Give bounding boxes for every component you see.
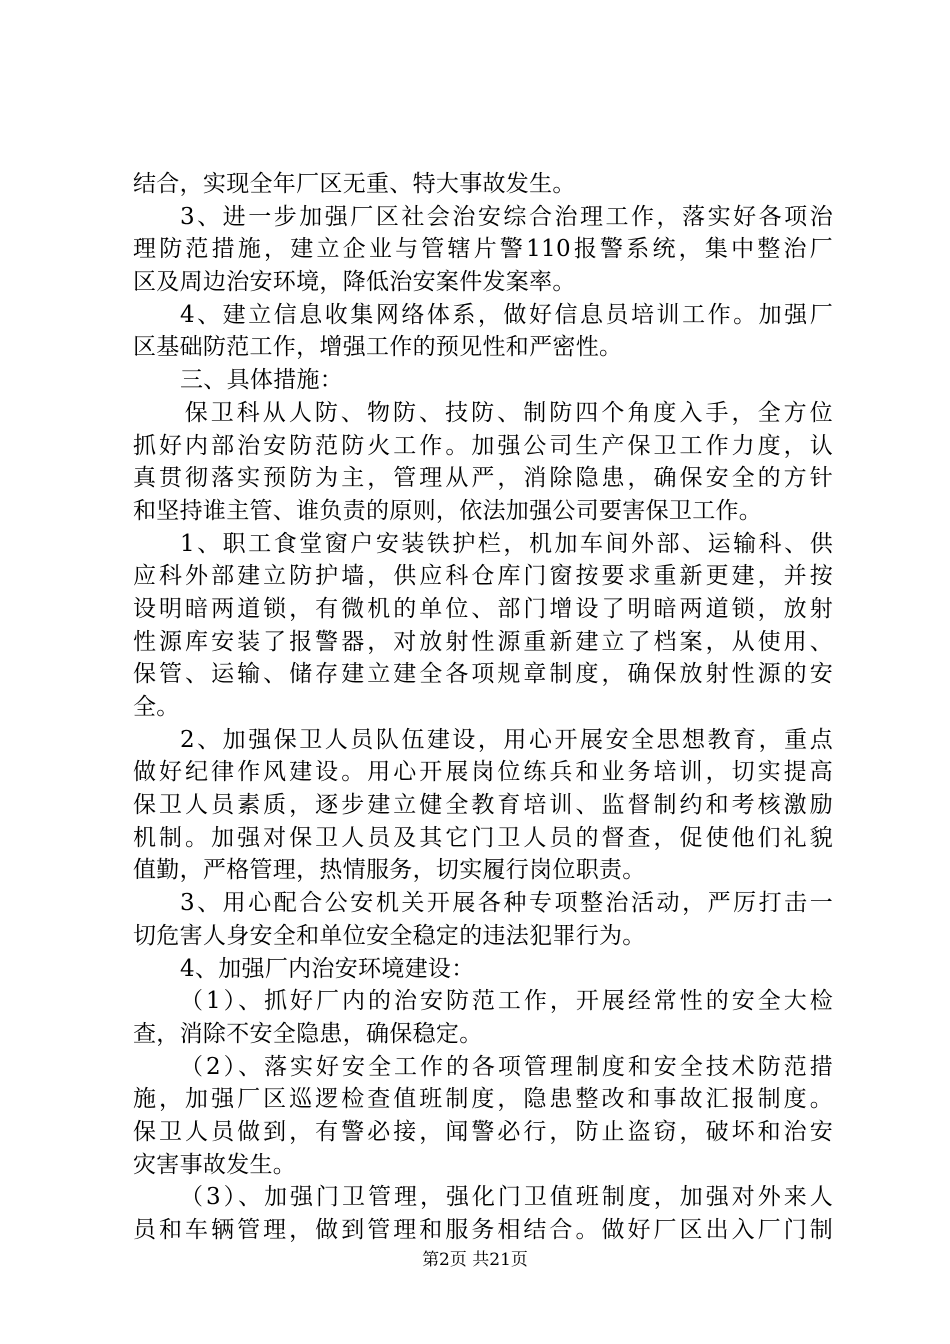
- text-line: 3、进一步加强厂区社会治安综合治理工作，落实好各项治: [180, 203, 833, 230]
- text-line: 全。: [133, 694, 180, 720]
- text-line: 4、建立信息收集网络体系，做好信息员培训工作。加强厂: [180, 301, 833, 328]
- text-line: 抓好内部治安防范防火工作。加强公司生产保卫工作力度，认: [133, 432, 833, 459]
- text-line: 3、用心配合公安机关开展各种专项整治活动，严厉打击一: [180, 890, 833, 917]
- text-line: 4、加强厂内治安环境建设：: [180, 955, 475, 982]
- text-line: 1、职工食堂窗户安装铁护栏，机加车间外部、运输科、供: [180, 530, 833, 557]
- text-line: 结合，实现全年厂区无重、特大事故发生。: [133, 171, 576, 197]
- text-line: 查，消除不安全隐患，确保稳定。: [133, 1020, 483, 1047]
- document-body: [133, 168, 833, 1247]
- page-footer: 第2页 共21页: [422, 1250, 528, 1270]
- text-line: 和坚持谁主管、谁负责的原则，依法加强公司要害保卫工作。: [133, 497, 763, 524]
- text-line: （3）、加强门卫管理，强化门卫值班制度，加强对外来人: [180, 1184, 833, 1211]
- text-line: （1）、抓好厂内的治安防范工作，开展经常性的安全大检: [180, 988, 833, 1015]
- text-line: 施，加强厂区巡逻检查值班制度，隐患整改和事故汇报制度。: [133, 1086, 833, 1113]
- text-line: 保卫人员做到，有警必接，闻警必行，防止盗窃，破坏和治安: [133, 1118, 833, 1145]
- text-line: 应科外部建立防护墙，供应科仓库门窗按要求重新更建，并按: [133, 563, 833, 590]
- text-line: 保卫人员素质，逐步建立健全教育培训、监督制约和考核激励: [133, 792, 833, 819]
- text-line: 灾害事故发生。: [133, 1151, 297, 1178]
- text-line: 机制。加强对保卫人员及其它门卫人员的督查，促使他们礼貌: [133, 824, 833, 851]
- text-line: 值勤，严格管理，热情服务，切实履行岗位职责。: [133, 857, 646, 884]
- text-line: 区基础防范工作，增强工作的预见性和严密性。: [133, 334, 623, 361]
- text-line: 员和车辆管理，做到管理和服务相结合。做好厂区出入厂门制: [133, 1217, 833, 1243]
- text-line: 三、具体措施：: [180, 367, 344, 394]
- text-line: 真贯彻落实预防为主，管理从严，消除隐患，确保安全的方针: [133, 465, 833, 492]
- text-line: 切危害人身安全和单位安全稳定的违法犯罪行为。: [133, 922, 646, 949]
- text-line: 保卫科从人防、物防、技防、制防四个角度入手，全方位: [184, 399, 833, 426]
- text-line: 2、加强保卫人员队伍建设，用心开展安全思想教育，重点: [180, 726, 833, 753]
- text-line: 区及周边治安环境，降低治安案件发案率。: [133, 269, 576, 296]
- text-line: 做好纪律作风建设。用心开展岗位练兵和业务培训，切实提高: [133, 759, 833, 786]
- text-line: 保管、运输、储存建立建全各项规章制度，确保放射性源的安: [133, 661, 833, 688]
- text-line: 性源库安装了报警器，对放射性源重新建立了档案，从使用、: [133, 628, 833, 655]
- text-line: 设明暗两道锁，有微机的单位、部门增设了明暗两道锁，放射: [133, 595, 833, 622]
- text-line: 理防范措施，建立企业与管辖片警110报警系统，集中整治厂: [133, 236, 833, 263]
- text-line: （2）、落实好安全工作的各项管理制度和安全技术防范措: [180, 1053, 833, 1080]
